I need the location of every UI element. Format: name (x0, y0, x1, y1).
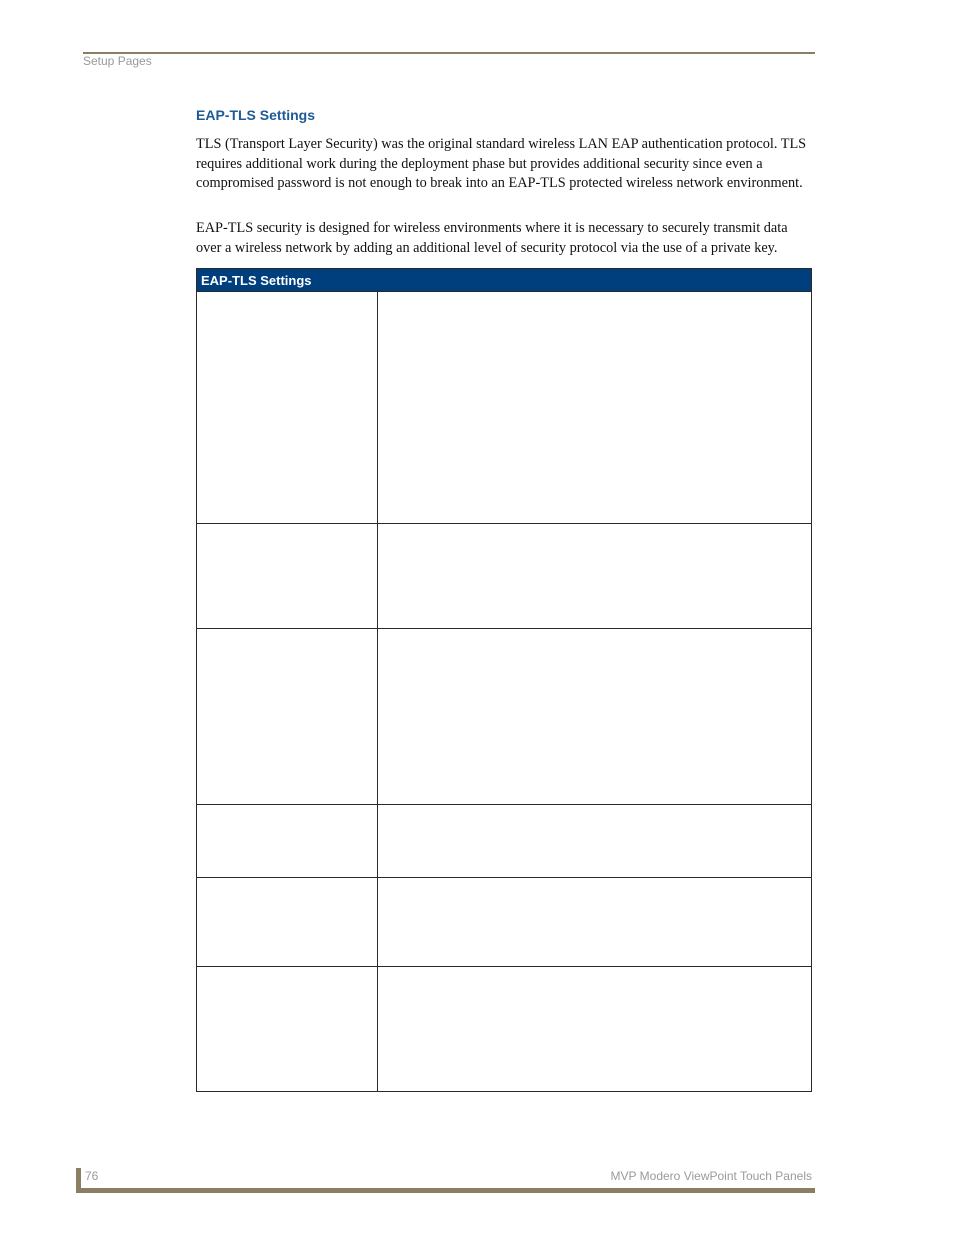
table-row (197, 805, 812, 878)
row-label (197, 878, 378, 967)
page-number: 76 (85, 1169, 99, 1183)
row-description (378, 878, 812, 967)
intro-paragraph: TLS (Transport Layer Security) was the original standard wireless LAN EAP authentication protocol. TLS requires additional work during the deployment phase but provides additional security since even a compromised password is not enough to break into an EAP-TLS protected wireless network environment. (196, 136, 807, 191)
table-row (197, 524, 812, 629)
table-header: EAP-TLS Settings (197, 269, 812, 292)
security-paragraph: EAP-TLS security is designed for wireless environments where it is necessary to securely transmit data over a wireless network by adding an additional level of security protocol via the use of a private key. (196, 220, 788, 256)
row-label (197, 805, 378, 878)
section-title: EAP-TLS Settings (196, 107, 316, 123)
header-rule (83, 52, 815, 54)
row-label (197, 629, 378, 805)
row-label (197, 292, 378, 524)
table-row (197, 967, 812, 1092)
row-description (378, 967, 812, 1092)
footer-rule (76, 1188, 815, 1193)
row-description (378, 629, 812, 805)
table-row (197, 629, 812, 805)
table-row (197, 292, 812, 524)
product-name: MVP Modero ViewPoint Touch Panels (610, 1169, 812, 1183)
table-row (197, 878, 812, 967)
running-head: Setup Pages (83, 54, 152, 68)
eap-tls-settings-table (196, 268, 812, 1092)
row-description (378, 524, 812, 629)
row-description (378, 805, 812, 878)
row-label (197, 967, 378, 1092)
row-label (197, 524, 378, 629)
row-description (378, 292, 812, 524)
table-header-row (197, 269, 812, 292)
